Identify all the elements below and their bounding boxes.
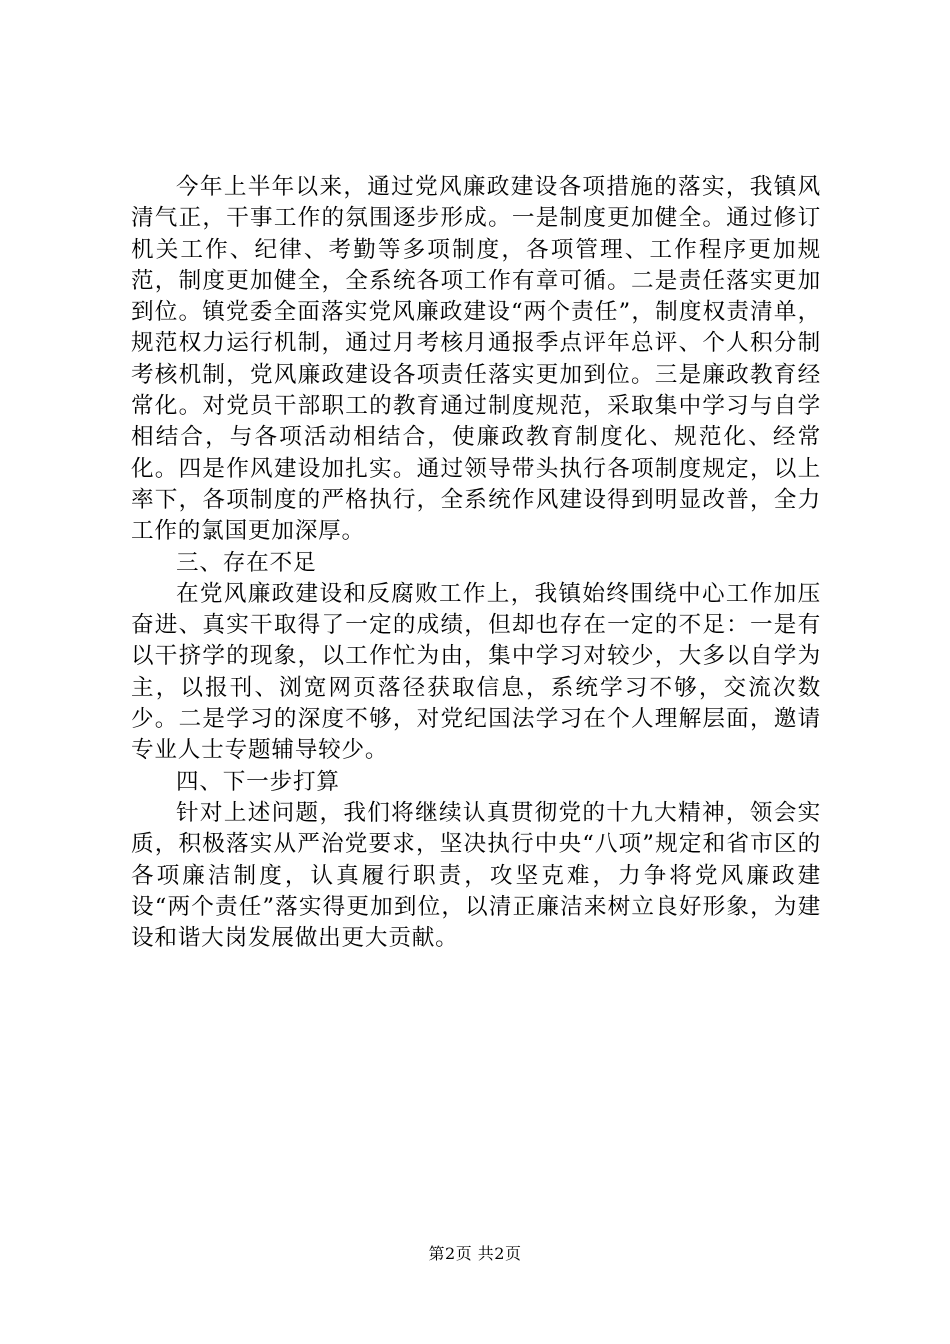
paragraph-next-steps: 针对上述问题，我们将继续认真贯彻党的十九大精神，领会实质，积极落实从严治党要求，坚决执行中央“八项”规定和省市区的各项廉洁制度，认真履行职责，攻坚克难，力争将党风廉政建设“两个责任”落实得更加到位，以清正廉洁来树立良好形象，为建设和谐大岗发展做出更大贡献。 <box>131 799 821 952</box>
paragraph-shortcomings: 在党风廉政建设和反腐败工作上，我镇始终围绕中心工作加压奋进、真实干取得了一定的成绩，但却也存在一定的不足：一是有以干挤学的现象，以工作忙为由，集中学习对较少，大多以自学为主，以报刊、浏宽网页落径获取信息，系统学习不够，交流次数少。二是学习的深度不够，对党纪国法学习在个人理解层面，邀请专业人士专题辅导较少。 <box>131 580 821 764</box>
section-heading-shortcomings: 三、存在不足 <box>176 549 317 576</box>
page-number-footer: 第2页 共2页 <box>428 1244 522 1263</box>
paragraph-achievements: 今年上半年以来，通过党风廉政建设各项措施的落实，我镇风清气正，干事工作的氛围逐步形成。一是制度更加健全。通过修订机关工作、纪律、考勤等多项制度，各项管理、工作程序更加规范，制度更加健全，全系统各项工作有章可循。二是责任落实更加到位。镇党委全面落实党风廉政建设“两个责任”，制度权责清单，规范权力运行机制，通过月考核月通报季点评年总评、个人积分制考核机制，党风廉政建设各项责任落实更加到位。三是廉政教育经常化。对党员干部职工的教育通过制度规范，采取集中学习与自学相结合，与各项活动相结合，使廉政教育制度化、规范化、经常化。四是作风建设加扎实。通过领导带头执行各项制度规定，以上率下，各项制度的严格执行，全系统作风建设得到明显改普，全力工作的氯国更加深厚。 <box>131 174 821 545</box>
section-heading-next-steps: 四、下一步打算 <box>176 768 340 795</box>
document-body <box>131 172 821 954</box>
